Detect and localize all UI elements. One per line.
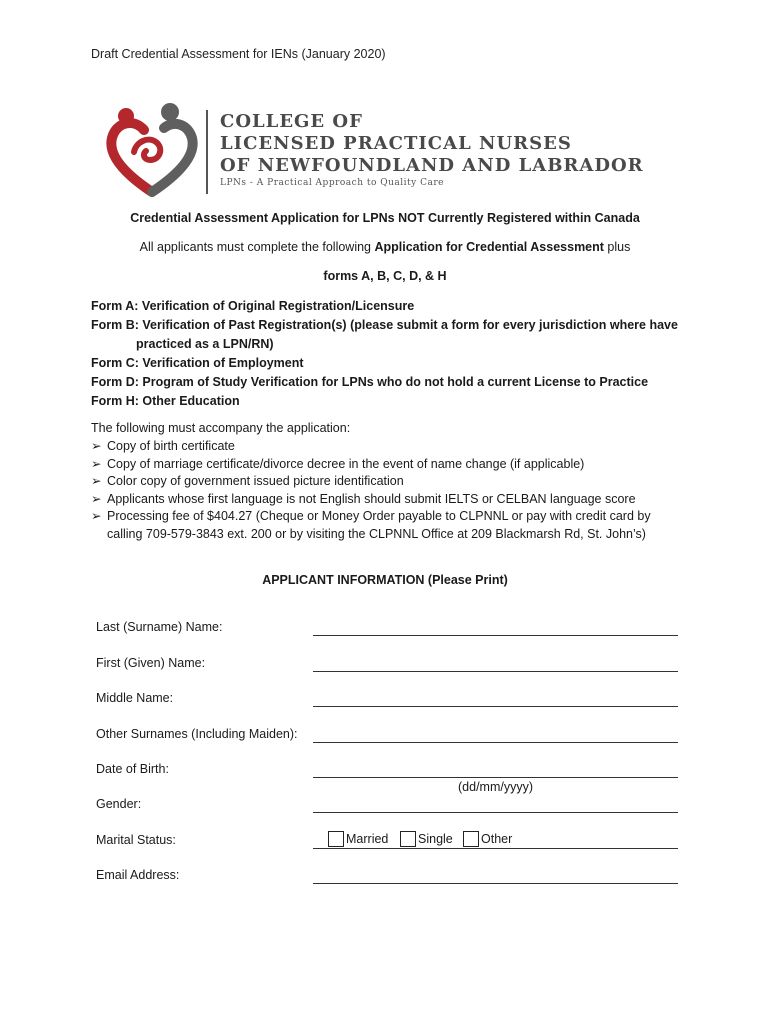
arrow-bullet-icon: ➢ [91, 509, 102, 523]
first-name-field[interactable] [313, 671, 678, 672]
last-name-field[interactable] [313, 635, 678, 636]
requirement-text: Processing fee of $404.27 (Cheque or Money Order payable to CLPNNL or pay with credit card by [107, 509, 651, 523]
form-h-line: Form H: Other Education [91, 394, 240, 408]
document-title: Credential Assessment Application for LPNs NOT Currently Registered within Canada [130, 211, 640, 225]
single-option-label: Single [418, 832, 453, 846]
requirement-text: Copy of marriage certificate/divorce decree in the event of name change (if applicable) [107, 456, 585, 471]
dob-label: Date of Birth: [96, 762, 169, 776]
married-option-label: Married [346, 832, 389, 846]
marital-status-line [313, 848, 678, 849]
requirement-text: Applicants whose first language is not English should submit IELTS or CELBAN language score [107, 491, 636, 506]
arrow-bullet-icon: ➢ [91, 439, 102, 453]
marital-status-label: Marital Status: [96, 833, 176, 847]
forms-list [91, 297, 691, 411]
email-field[interactable] [313, 883, 678, 884]
requirement-text: Color copy of government issued picture identification [107, 474, 404, 488]
middle-name-label: Middle Name: [96, 691, 174, 705]
checkbox-icon[interactable] [400, 831, 416, 847]
intro-after: plus [603, 240, 631, 254]
form-b-line: Form B: Verification of Past Registration(s) (please submit a form for every jurisdiction where have [91, 318, 678, 332]
accompany-intro: The following must accompany the application: [91, 421, 351, 435]
intro-bold: Application for Credential Assessment [374, 240, 604, 254]
college-logo [104, 100, 644, 200]
logo-tagline: LPNs - A Practical Approach to Quality Care [220, 178, 444, 188]
list-item [91, 473, 691, 491]
form-b-continuation: practiced as a LPN/RN) [136, 337, 274, 351]
form-a-line: Form A: Verification of Original Registration/Licensure [91, 299, 415, 313]
married-checkbox[interactable] [328, 831, 388, 847]
requirement-text: Copy of birth certificate [107, 439, 235, 453]
requirements-list [91, 438, 691, 543]
gender-label: Gender: [96, 797, 142, 811]
single-checkbox[interactable] [400, 831, 453, 847]
gender-field[interactable] [313, 812, 678, 813]
checkbox-icon[interactable] [463, 831, 479, 847]
arrow-bullet-icon: ➢ [91, 474, 102, 488]
list-item [91, 438, 691, 456]
arrow-bullet-icon: ➢ [91, 491, 102, 506]
intro-text [0, 240, 770, 254]
dob-format-hint: (dd/mm/yyyy) [458, 780, 533, 794]
logo-text-line1: COLLEGE OF [220, 111, 363, 132]
logo-text-line2: LICENSED PRACTICAL NURSES [220, 133, 572, 154]
email-label: Email Address: [96, 868, 180, 882]
last-name-label: Last (Surname) Name: [96, 620, 223, 634]
logo-divider [206, 110, 208, 194]
list-item [91, 491, 691, 509]
first-name-label: First (Given) Name: [96, 656, 206, 670]
form-d-line: Form D: Program of Study Verification for LPNs who do not hold a current License to Practice [91, 375, 649, 389]
header-note: Draft Credential Assessment for IENs (January 2020) [91, 47, 386, 61]
form-c-line: Form C: Verification of Employment [91, 356, 304, 370]
middle-name-field[interactable] [313, 706, 678, 707]
applicant-info-title: APPLICANT INFORMATION (Please Print) [262, 573, 508, 587]
logo-heart-figures-icon [104, 102, 200, 198]
other-surnames-label: Other Surnames (Including Maiden): [96, 727, 298, 741]
logo-text-line3: OF NEWFOUNDLAND AND LABRADOR [220, 155, 644, 176]
other-option-label: Other [481, 832, 513, 846]
dob-field[interactable] [313, 777, 678, 778]
list-item [91, 456, 691, 474]
other-surnames-field[interactable] [313, 742, 678, 743]
intro-before: All applicants must complete the following [139, 240, 375, 254]
requirement-continuation: calling 709-579-3843 ext. 200 or by visiting the CLPNNL Office at 209 Blackmarsh Rd, St. John’s) [107, 526, 646, 541]
arrow-bullet-icon: ➢ [91, 456, 102, 471]
other-checkbox[interactable] [463, 831, 512, 847]
checkbox-icon[interactable] [328, 831, 344, 847]
list-item [91, 508, 691, 526]
forms-line: forms A, B, C, D, & H [323, 269, 447, 283]
